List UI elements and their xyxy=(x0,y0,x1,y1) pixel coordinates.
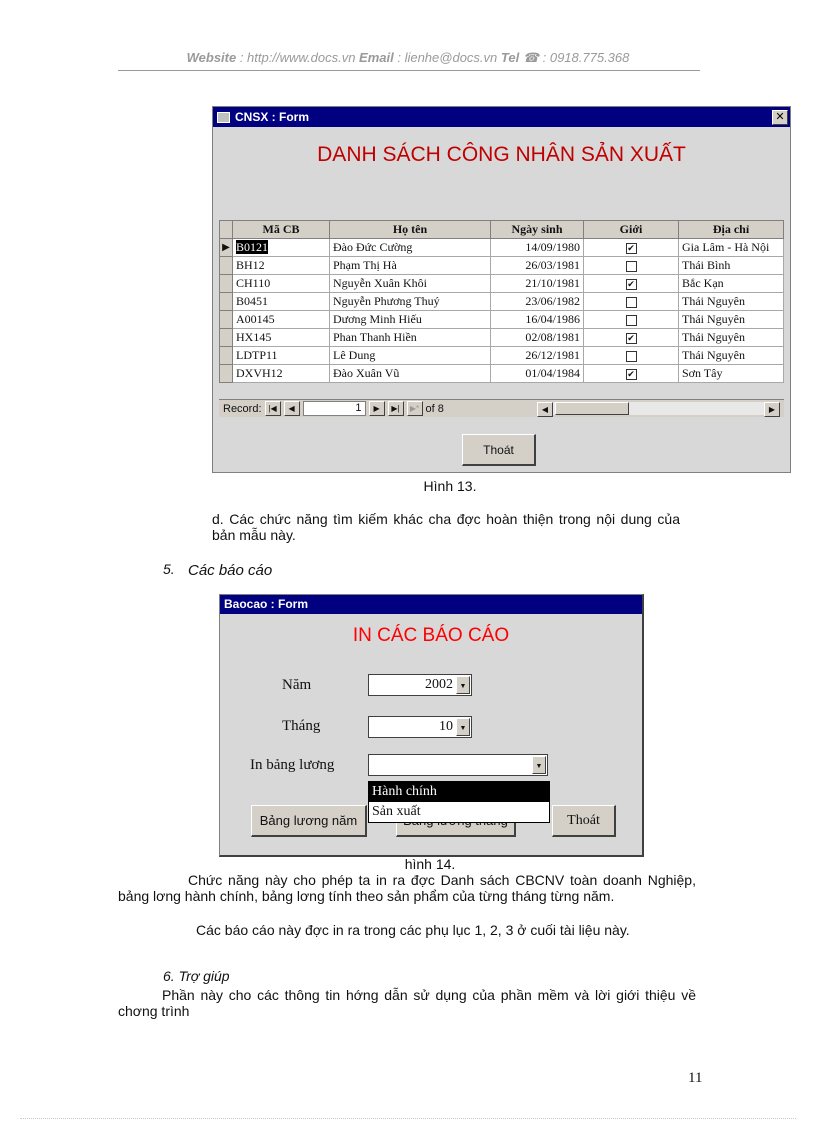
cell-ngay[interactable]: 01/04/1984 xyxy=(491,365,584,383)
exit-button[interactable]: Thoát xyxy=(462,434,536,466)
section-5-number: 5. xyxy=(163,561,175,577)
cnsx-form-window xyxy=(212,106,791,473)
scroll-right-icon[interactable]: ▶ xyxy=(764,402,780,417)
cell-ten[interactable]: Phạm Thị Hà xyxy=(330,257,491,275)
baocao-heading: IN CÁC BÁO CÁO xyxy=(352,625,510,646)
gender-checkbox[interactable] xyxy=(626,315,637,326)
gender-checkbox[interactable]: ✔ xyxy=(627,278,635,289)
cell-ten[interactable]: Nguyễn Phương Thuý xyxy=(330,293,491,311)
table-row[interactable] xyxy=(220,347,784,365)
year-value[interactable]: 2002 xyxy=(425,677,453,692)
cell-ngay[interactable]: 16/04/1986 xyxy=(491,311,584,329)
row-selector[interactable] xyxy=(220,365,233,383)
month-label: Tháng xyxy=(282,718,321,734)
paragraph-reports-function: Chức năng này cho phép ta in ra đợc Danh sách CBCNV toàn doanh Nghiệp, bảng lơng hành chính, bảng lơng tính theo sản phẩm của từng tháng từng năm. xyxy=(118,872,696,904)
row-selector[interactable] xyxy=(220,311,233,329)
new-record-icon[interactable]: ▶* xyxy=(407,401,423,416)
cell-diachi[interactable]: Thái Bình xyxy=(679,257,784,275)
cell-ten[interactable]: Dương Minh Hiếu xyxy=(330,311,491,329)
first-record-icon[interactable]: |◀ xyxy=(265,401,281,416)
payroll-type-dropdown[interactable] xyxy=(368,781,550,823)
cell-ten[interactable]: Nguyễn Xuân Khôi xyxy=(330,275,491,293)
year-label: Năm xyxy=(282,677,312,693)
current-record-arrow-icon: ▶ xyxy=(220,239,233,257)
col-header[interactable]: Mã CB xyxy=(233,221,330,239)
website-label: Website xyxy=(186,50,237,65)
cell-diachi[interactable]: Thái Nguyên xyxy=(679,347,784,365)
tel-value: ☎ : 0918.775.368 xyxy=(519,50,630,65)
cnsx-titlebar xyxy=(213,107,790,127)
cell-ma[interactable]: B0451 xyxy=(233,293,330,311)
figure-13-caption: Hình 13. xyxy=(423,478,477,494)
tel-label: Tel xyxy=(500,50,520,65)
cell-diachi[interactable]: Thái Nguyên xyxy=(679,311,784,329)
scroll-left-icon[interactable]: ◀ xyxy=(537,402,553,417)
baocao-form-window xyxy=(219,594,644,857)
cell-ma[interactable]: CH110 xyxy=(233,275,330,293)
cell-diachi[interactable]: Gia Lâm - Hà Nội xyxy=(679,239,784,257)
col-header[interactable]: Ngày sinh xyxy=(491,221,584,239)
record-count: of 8 xyxy=(425,402,444,415)
payroll-label: In bảng lương xyxy=(250,757,335,773)
page-number: 11 xyxy=(688,1070,703,1086)
baocao-title: Baocao : Form xyxy=(224,597,309,611)
record-label: Record: xyxy=(223,402,262,415)
table-row[interactable] xyxy=(220,257,784,275)
header-rule xyxy=(118,70,700,71)
cell-ngay[interactable]: 14/09/1980 xyxy=(491,239,584,257)
cell-ngay[interactable]: 23/06/1982 xyxy=(491,293,584,311)
employee-table xyxy=(219,220,784,383)
table-row[interactable] xyxy=(220,329,784,347)
last-record-icon[interactable]: ▶| xyxy=(388,401,404,416)
paragraph-help: Phần này cho các thông tin hớng dẫn sử dụng của phần mềm và lời giới thiệu về chơng trình xyxy=(118,987,696,1019)
page-header xyxy=(0,50,816,66)
cell-ma[interactable]: BH12 xyxy=(233,257,330,275)
gender-checkbox[interactable] xyxy=(626,261,637,272)
cell-ngay[interactable]: 21/10/1981 xyxy=(491,275,584,293)
exit-button[interactable]: Thoát xyxy=(552,805,616,837)
cell-ngay[interactable]: 26/12/1981 xyxy=(491,347,584,365)
month-value[interactable]: 10 xyxy=(439,719,453,734)
gender-checkbox[interactable]: ✔ xyxy=(627,242,635,253)
form-icon xyxy=(217,112,230,123)
cell-ma[interactable]: LDTP11 xyxy=(233,347,330,365)
dropdown-option[interactable]: Hành chính xyxy=(369,782,549,802)
payroll-type-combobox[interactable] xyxy=(368,754,548,776)
chevron-down-icon[interactable]: ▼ xyxy=(456,676,470,694)
record-number-input[interactable]: 1 xyxy=(303,401,366,416)
row-selector[interactable] xyxy=(220,293,233,311)
gender-checkbox[interactable]: ✔ xyxy=(627,368,635,379)
close-icon[interactable]: ✕ xyxy=(772,110,788,125)
cell-ma[interactable]: DXVH12 xyxy=(233,365,330,383)
table-header-row xyxy=(220,221,784,239)
baocao-titlebar xyxy=(220,595,642,614)
dropdown-option[interactable]: Sản xuất xyxy=(372,804,421,819)
scroll-track[interactable] xyxy=(553,402,764,415)
record-navigator xyxy=(219,399,784,417)
cell-ngay[interactable]: 02/08/1981 xyxy=(491,329,584,347)
cell-ten[interactable]: Đào Xuân Vũ xyxy=(330,365,491,383)
section-5-title: Các báo cáo xyxy=(188,562,273,579)
gender-checkbox[interactable] xyxy=(626,297,637,308)
yearly-payroll-button[interactable]: Bảng lương năm xyxy=(251,805,367,837)
col-header[interactable]: Giới xyxy=(584,221,679,239)
table-row[interactable] xyxy=(220,311,784,329)
horizontal-scrollbar[interactable] xyxy=(537,402,780,415)
figure-14-caption: hình 14. xyxy=(404,856,456,872)
item-d-text: d. Các chức năng tìm kiếm khác cha đợc hoàn thiện trong nội dung của bản mẫu này. xyxy=(212,511,680,543)
prev-record-icon[interactable]: ◀ xyxy=(284,401,300,416)
email-value: : lienhe@docs.vn xyxy=(393,50,501,65)
row-selector[interactable] xyxy=(220,347,233,365)
table-row[interactable] xyxy=(220,239,784,257)
cell-ten[interactable]: Phan Thanh Hiền xyxy=(330,329,491,347)
footer-dotted-line xyxy=(20,1118,796,1119)
cell-ma[interactable]: A00145 xyxy=(233,311,330,329)
gender-checkbox[interactable] xyxy=(626,351,637,362)
chevron-down-icon[interactable]: ▼ xyxy=(532,756,546,774)
col-header[interactable]: Họ tên xyxy=(330,221,491,239)
cell-ngay[interactable]: 26/03/1981 xyxy=(491,257,584,275)
cnsx-heading: DANH SÁCH CÔNG NHÂN SẢN XUẤT xyxy=(317,143,686,166)
cell-diachi[interactable]: Bắc Kạn xyxy=(679,275,784,293)
paragraph-reports-appendix: Các báo cáo này đợc in ra trong các phụ lục 1, 2, 3 ở cuối tài liệu này. xyxy=(196,922,630,938)
col-header[interactable]: Địa chỉ xyxy=(679,221,784,239)
scroll-thumb[interactable] xyxy=(555,402,629,415)
table-row[interactable] xyxy=(220,365,784,383)
row-selector[interactable] xyxy=(220,257,233,275)
cell-diachi[interactable]: Sơn Tây xyxy=(679,365,784,383)
cell-ma[interactable]: B0121 xyxy=(236,240,269,254)
table-row[interactable] xyxy=(220,293,784,311)
chevron-down-icon[interactable]: ▼ xyxy=(456,718,470,736)
website-value: : http://www.docs.vn xyxy=(236,50,360,65)
gender-checkbox[interactable]: ✔ xyxy=(627,332,635,343)
cnsx-title: CNSX : Form xyxy=(235,110,310,124)
row-selector-header xyxy=(220,221,233,239)
row-selector[interactable] xyxy=(220,329,233,347)
section-6-title: 6. Trợ giúp xyxy=(163,968,230,984)
next-record-icon[interactable]: ▶ xyxy=(369,401,385,416)
row-selector[interactable] xyxy=(220,275,233,293)
cell-ma[interactable]: HX145 xyxy=(233,329,330,347)
email-label: Email xyxy=(359,50,394,65)
cell-diachi[interactable]: Thái Nguyên xyxy=(679,329,784,347)
cell-ten[interactable]: Lê Dung xyxy=(330,347,491,365)
month-combobox[interactable] xyxy=(368,716,472,738)
table-row[interactable] xyxy=(220,275,784,293)
cell-ten[interactable]: Đào Đức Cường xyxy=(330,239,491,257)
year-combobox[interactable] xyxy=(368,674,472,696)
cell-diachi[interactable]: Thái Nguyên xyxy=(679,293,784,311)
